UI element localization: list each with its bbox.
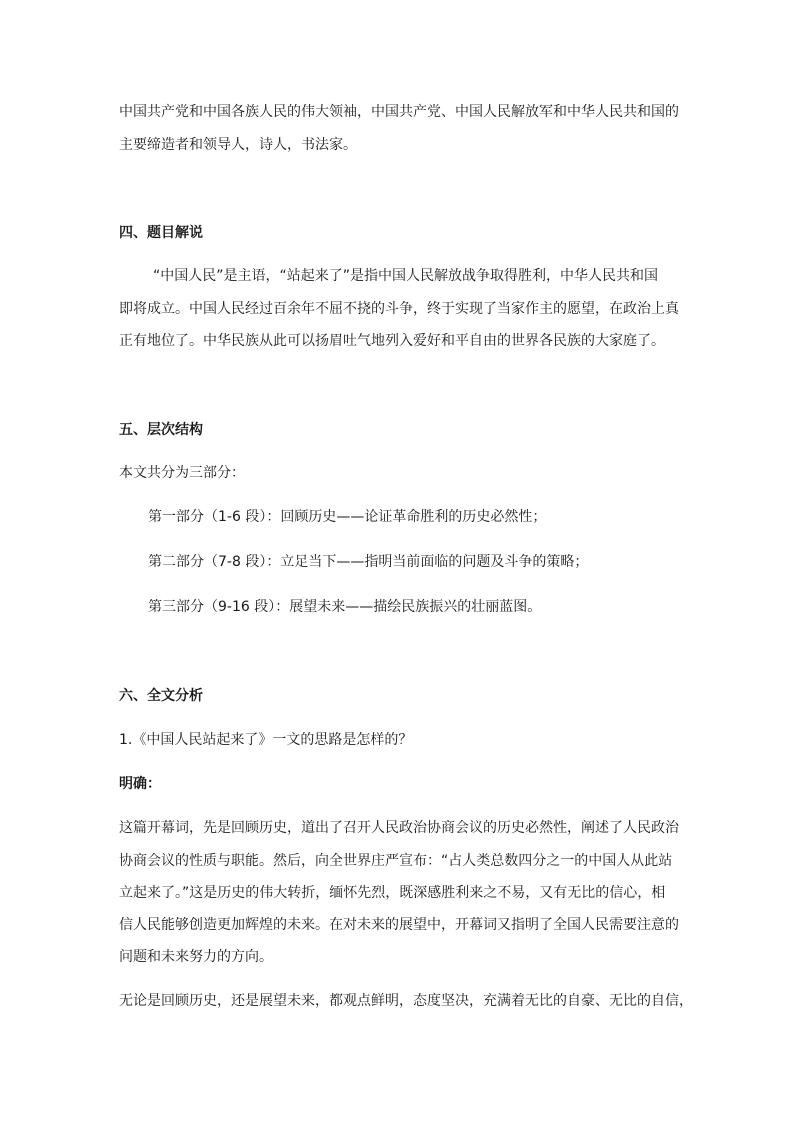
answer-label: 明确： (119, 776, 161, 792)
intro-line-2: 主要缔造者和领导人，诗人，书法家。 (119, 137, 357, 153)
analysis-para-1-line-5: 问题和未来努力的方向。 (119, 949, 273, 965)
analysis-para-2-line-1: 无论是回顾历史，还是展望未来，都观点鲜明，态度坚决，充满着无比的自豪、无比的自信， (119, 993, 693, 1009)
analysis-para-1-line-2: 协商会议的性质与职能。然后，向全世界庄严宣布：“占人类总数四分之一的中国人从此站 (119, 853, 673, 869)
analysis-para-1-line-4: 信人民能够创造更加辉煌的未来。在对未来的展望中，开幕词又指明了全国人民需要注意的 (119, 917, 679, 933)
section-5-part-3: 第三部分（9-16 段）：展望未来——描绘民族振兴的壮丽蓝图。 (148, 599, 542, 615)
section-4-heading: 四、题目解说 (119, 225, 203, 241)
section-6-heading: 六、全文分析 (119, 688, 203, 704)
analysis-para-1-line-1: 这篇开幕词，先是回顾历史，道出了召开人民政治协商会议的历史必然性，阐述了人民政治 (119, 820, 679, 836)
section-5-intro: 本文共分为三部分： (119, 465, 245, 481)
section-5-heading: 五、层次结构 (119, 422, 203, 438)
section-4-line-2: 即将成立。中国人民经过百余年不屈不挠的斗争，终于实现了当家作主的愿望，在政治上真 (119, 301, 679, 317)
section-6-question: 1.《中国人民站起来了》一文的思路是怎样的？ (119, 732, 413, 748)
section-5-part-2: 第二部分（7-8 段）：立足当下——指明当前面临的问题及斗争的策略； (148, 554, 589, 570)
analysis-para-1-line-3: 立起来了。”这是历史的伟大转折，缅怀先烈，既深感胜利来之不易，又有无比的信心，相 (119, 885, 666, 901)
section-4-line-3: 正有地位了。中华民族从此可以扬眉吐气地列入爱好和平自由的世界各民族的大家庭了。 (119, 333, 665, 349)
intro-line-1: 中国共产党和中国各族人民的伟大领袖，中国共产党、中国人民解放军和中华人民共和国的 (119, 104, 679, 120)
section-5-part-1: 第一部分（1-6 段）：回顾历史——论证革命胜利的历史必然性； (148, 509, 547, 525)
section-4-line-1: “中国人民”是主语，“站起来了”是指中国人民解放战争取得胜利，中华人民共和国 (153, 268, 659, 284)
